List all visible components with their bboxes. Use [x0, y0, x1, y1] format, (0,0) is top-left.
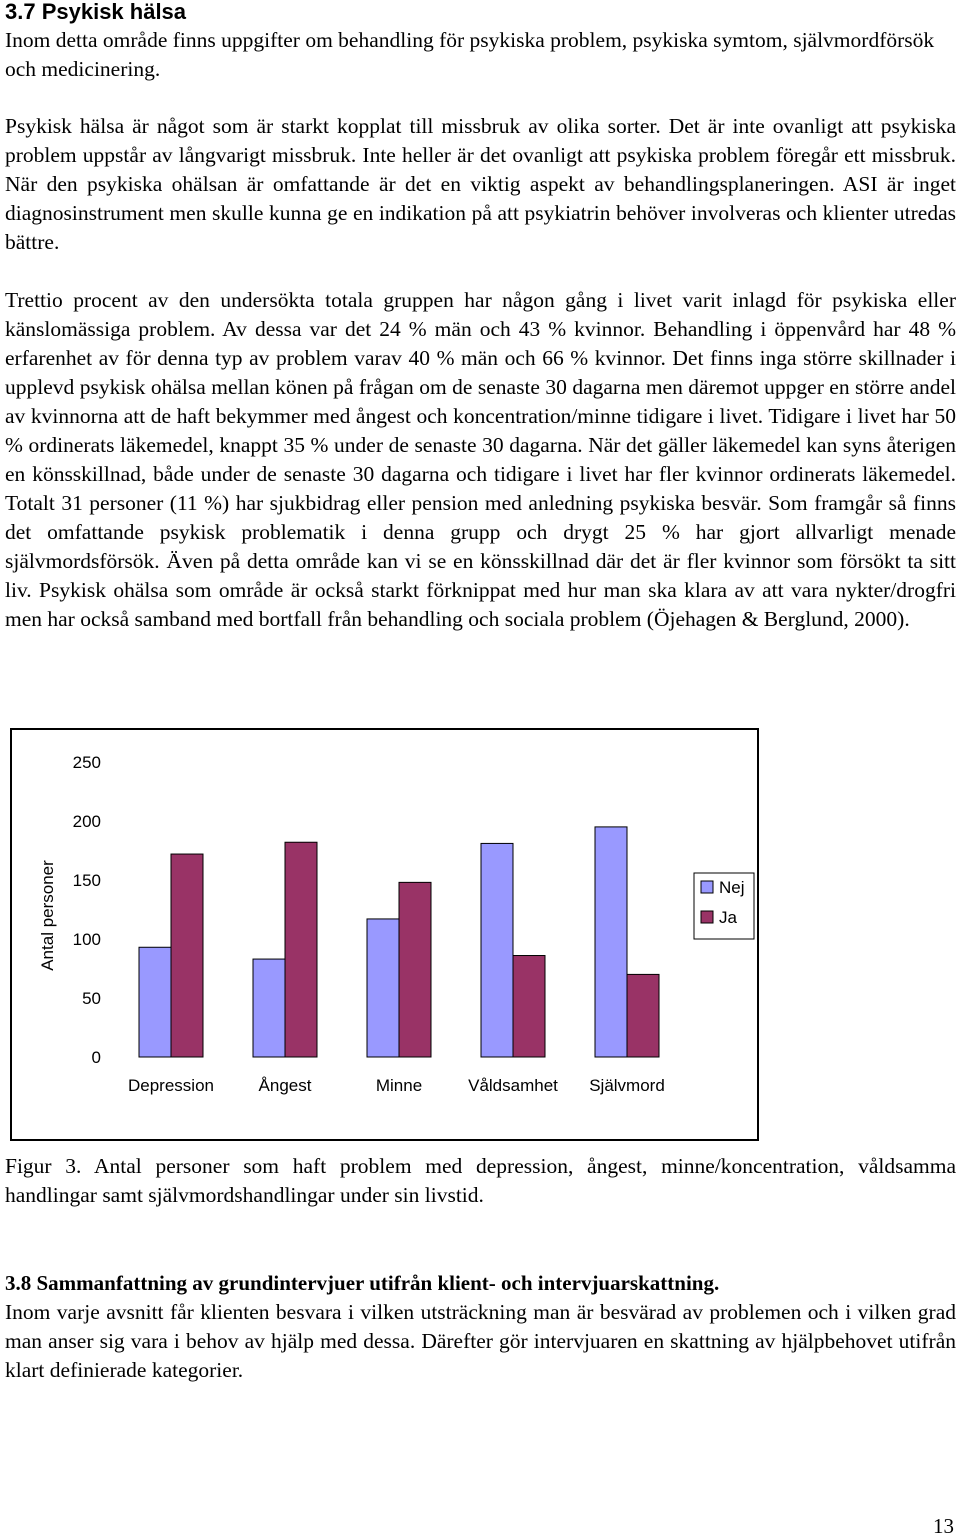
paragraph-3: Inom varje avsnitt får klienten besvara i vilken utsträckning man är besvärad av problemen och i vilken grad man anser sig vara i behov av hjälp med dessa. Därefter gör intervjuaren en skattning av hjälpbehovet utifrån klart definierade kategorier.	[5, 1300, 956, 1382]
paragraph-2: Trettio procent av den undersökta totala gruppen har någon gång i livet varit inlagd för psykiska eller känslomässiga problem. Av dessa var det 24 % män och 43 % kvinnor. Behandling i öppenvård har 48 % erfarenhet av för denna typ av problem varav 40 % män och 66 % kvinnor. Det finns inga större skillnader i upplevd psykisk ohälsa mellan könen på frågan om de senaste 30 dagarna men däremot uppger en större andel av kvinnorna att de haft bekymmer med ångest och koncentration/minne tidigare i livet. Tidigare i livet har 50 % ordinerats läkemedel, knappt 35 % under de senaste 30 dagarna. När det gäller läkemedel kan syns återigen en könsskillnad, både under de senaste 30 dagarna och tidigare i livet har fler kvinnor ordinerats läkemedel. Totalt 31 personer (11 %) har sjukbidrag eller pension med anledning psykiska besvär. Som framgår så finns det omfattande psykisk problematik i denna grupp och drygt 25 % har gjort allvarligt menade självmordsförsök. Även på detta område kan vi se en könsskillnad där det är fler kvinnor som försökt ta sitt liv. Psykisk ohälsa som område är också starkt förknippat med hur man ska klara av att vara nykter/drogfri men har också samband med bortfall från behandling och sociala problem (Öjehagen & Berglund, 2000).	[5, 288, 956, 631]
x-axis-ticks	[128, 1076, 665, 1095]
y-axis-label: Antal personer	[38, 860, 57, 971]
page-number: 13	[933, 1514, 954, 1538]
x-tick-label: Minne	[375, 1076, 423, 1095]
x-tick-label: Depression	[128, 1076, 214, 1095]
bar-group	[139, 827, 659, 1057]
bar-nej-1	[253, 959, 285, 1057]
bar-ja-0	[171, 854, 203, 1057]
bar-nej-0	[139, 947, 171, 1057]
y-tick-label: 250	[72, 753, 101, 772]
bar-ja-4	[627, 974, 659, 1057]
y-tick-label: 50	[82, 989, 101, 1008]
x-tick-label: Våldsamhet	[468, 1076, 558, 1095]
bar-ja-2	[399, 882, 431, 1057]
bar-chart	[10, 728, 759, 1141]
figure-caption: Figur 3. Antal personer som haft problem med depression, ångest, minne/koncentration, våldsamma handlingar samt självmordshandlingar under sin livstid.	[5, 1154, 956, 1207]
legend-swatch-ja	[701, 911, 713, 923]
chart-legend	[694, 873, 754, 939]
paragraph-1: Psykisk hälsa är något som är starkt kopplat till missbruk av olika sorter. Det är inte ovanligt att psykiska problem uppstår av långvarigt missbruk. Inte heller är det ovanligt att psykiska problem föregår ett missbruk. När den psykiska ohälsan är omfattande är det en viktig aspekt av behandlingsplaneringen. ASI är inget diagnosinstrument men skulle kunna ge en indikation på att psykiatrin behöver involveras och klienter utredas bättre.	[5, 114, 956, 254]
section-heading-psykisk-halsa: 3.7 Psykisk hälsa	[5, 0, 187, 24]
bar-ja-1	[285, 842, 317, 1057]
x-tick-label: Självmord	[589, 1076, 665, 1095]
legend-label-nej: Nej	[719, 878, 745, 897]
y-axis-ticks	[73, 753, 101, 1067]
y-tick-label: 100	[72, 930, 101, 949]
bar-nej-4	[595, 827, 627, 1057]
y-tick-label: 0	[91, 1048, 101, 1067]
y-tick-label: 200	[72, 812, 101, 831]
bar-nej-3	[481, 843, 513, 1057]
bar-nej-2	[367, 919, 399, 1057]
legend-label-ja: Ja	[719, 908, 737, 927]
section-heading-sammanfattning: 3.8 Sammanfattning av grundintervjuer utifrån klient- och intervjuarskattning.	[5, 1271, 720, 1295]
y-tick-label: 150	[72, 871, 101, 890]
intro-paragraph: Inom detta område finns uppgifter om behandling för psykiska problem, psykiska symtom, självmordförsök och medicinering.	[5, 28, 935, 81]
bar-chart-svg	[12, 730, 761, 1143]
legend-swatch-nej	[701, 881, 713, 893]
x-tick-label: Ångest	[258, 1076, 312, 1095]
bar-ja-3	[513, 956, 545, 1057]
